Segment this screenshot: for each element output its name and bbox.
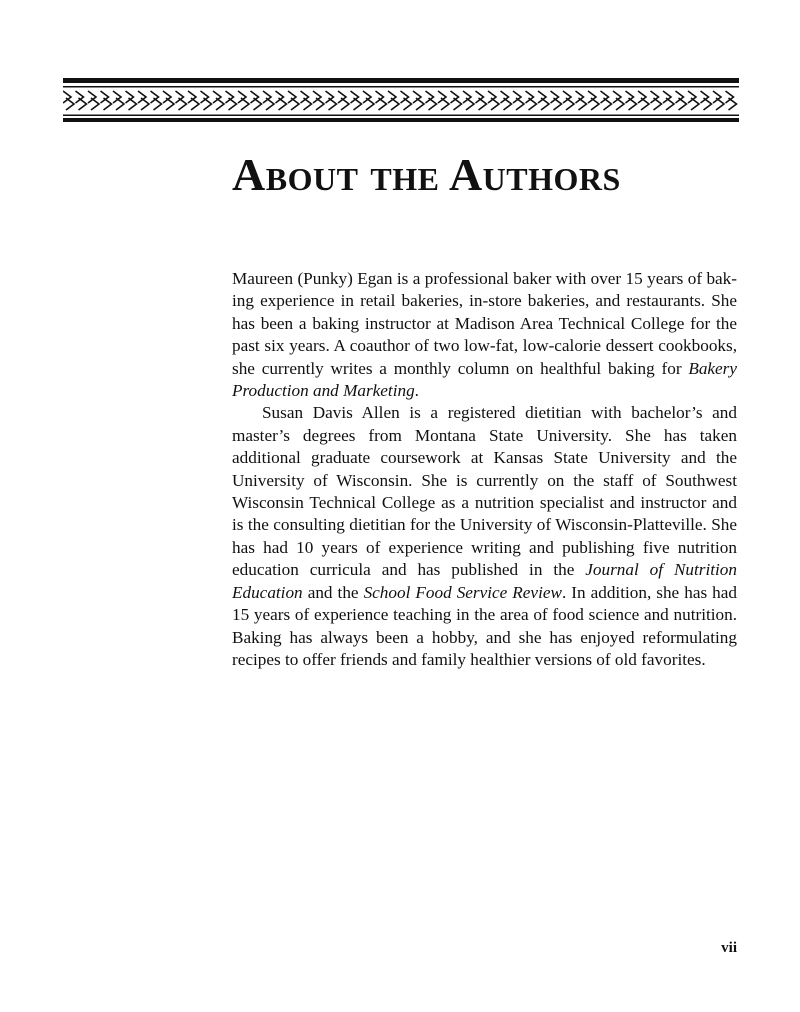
paragraph-allen: [232, 402, 737, 671]
decorative-border: [63, 78, 739, 124]
body-text: [232, 268, 737, 671]
publication-title: Journal of Nutrition Education: [232, 560, 737, 602]
paragraph-allen-text: . In addition, she has had 15 years of experience teaching in the area of food science and nutrition. Baking has always been a hobby, and she has enjoyed reformulating recipes to offer friends and family healthier versions of old favorites.: [232, 582, 737, 669]
paragraph-allen-text: and the: [302, 582, 364, 602]
paragraph-egan-text: Maureen (Punky) Egan is a professional baker with over 15 years of baking experience in retail bakeries, in-store bakeries, and restaurants. She has been a baking instructor at Madison Area Technical College for the past six years. A coauthor of two low-fat, low-calorie dessert cookbooks, she currently writes a monthly column on healthful baking for: [232, 269, 737, 378]
paragraph-egan: [232, 268, 737, 402]
punctuation: .: [414, 381, 419, 401]
page-title: About the Authors: [232, 149, 621, 200]
publication-title: School Food Service Review: [363, 582, 562, 602]
publication-title: Bakery Production and Marketing: [232, 358, 737, 401]
paragraph-allen-text: Susan Davis Allen is a registered dietitian with bachelor’s and master’s degrees from Montana State University. She has taken additional graduate coursework at Kansas State University and the University of Wisconsin. She is currently on the staff of Southwest Wisconsin Technical College as a nutrition specialist and instructor and is the consulting dietitian for the University of Wisconsin-Platteville. She has had 10 years of experience writing and publishing five nutrition education curricula and has published in the: [232, 403, 737, 580]
page-number: vii: [721, 940, 737, 956]
